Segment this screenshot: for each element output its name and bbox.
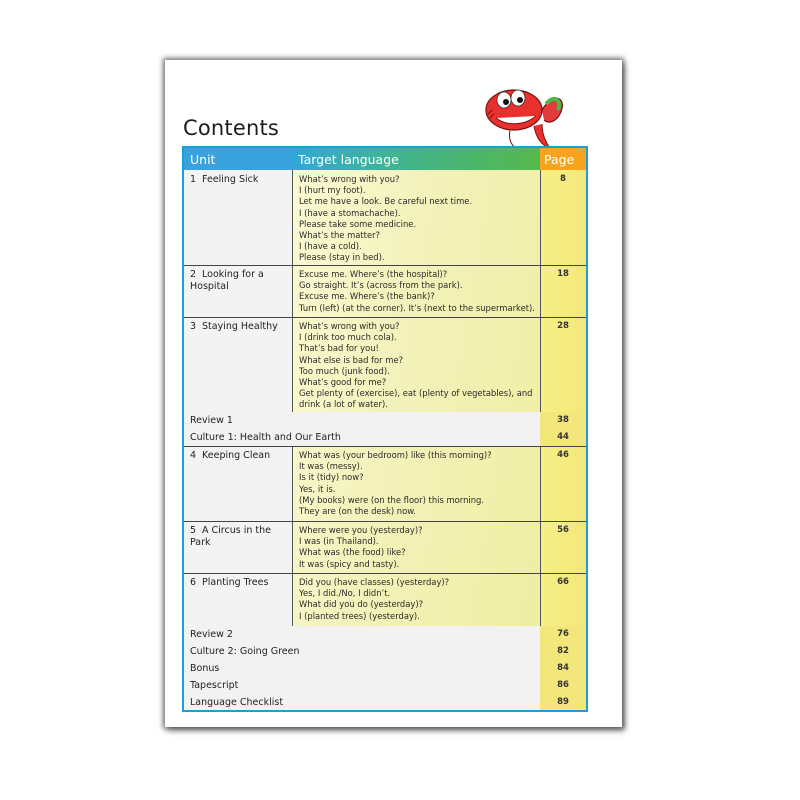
contents-table	[182, 146, 588, 712]
page-number: 44	[540, 429, 586, 446]
table-row: Culture 1: Health and Our Earth 44	[184, 429, 586, 447]
dinosaur-mascot-icon	[484, 80, 568, 152]
page-number: 56	[557, 525, 569, 535]
table-row: Culture 2: Going Green 82	[184, 643, 586, 661]
page-number: 18	[557, 269, 569, 279]
target-language-cell: Where were you (yesterday)? I was (in Thailand). What was (the food) like? It was (spicy and tasty).	[299, 525, 423, 569]
page-number: 8	[560, 174, 566, 184]
table-row: 5 A Circus in the Park Where were you (yesterday)? I was (in Thailand). What was (the food) like? It was (spicy and tasty). 56	[184, 521, 586, 574]
table-row: 6 Planting Trees Did you (have classes) (yesterday)? Yes, I did./No, I didn’t. What did you do (yesterday)? I (planted trees) (yesterday). 66	[184, 573, 586, 627]
page-number: 66	[557, 577, 569, 587]
table-body	[184, 170, 586, 710]
page-number: 89	[540, 694, 586, 710]
target-language-cell: Did you (have classes) (yesterday)? Yes, I did./No, I didn’t. What did you do (yesterday)? I (planted trees) (yesterday).	[299, 577, 450, 621]
table-row: 4 Keeping Clean What was (your bedroom) like (this morning)? It was (messy). Is it (tidy) now? Yes, it is. (My books) were (on the floor) this morning. They are (on the desk) now. 46	[184, 446, 586, 522]
page-number: 46	[557, 450, 569, 460]
page-number: 28	[557, 321, 569, 331]
page-number: 76	[540, 626, 586, 643]
page-column-header: Page	[540, 148, 586, 170]
page-number: 82	[540, 643, 586, 660]
table-row: 2 Looking for a Hospital Excuse me. Where’s (the hospital)? Go straight. It’s (across from the park). Excuse me. Where’s (the bank)? Turn (left) (at the corner). It’s (next to the supermarket). 18	[184, 265, 586, 318]
table-row: Review 2 76	[184, 626, 586, 644]
table-row: 3 Staying Healthy What’s wrong with you? I (drink too much cola). That’s bad for you! What else is bad for me? Too much (junk food). What’s good for me? Get plenty of (exercise), eat (plenty of vegetables), and drink (a lot of water). 28	[184, 317, 586, 413]
page-number: 86	[540, 677, 586, 694]
target-language-cell: What’s wrong with you? I (drink too much cola). That’s bad for you! What else is bad for me? Too much (junk food). What’s good for me? Get plenty of (exercise), eat (plenty of vegetables), and drink (a lot of water).	[299, 321, 533, 410]
table-row: Tapescript 86	[184, 677, 586, 695]
page-number: 38	[540, 412, 586, 429]
page-number: 84	[540, 660, 586, 677]
target-language-column-header: Target language	[292, 148, 540, 170]
unit-column-header: Unit	[184, 148, 292, 170]
table-row: Bonus 84	[184, 660, 586, 678]
table-row: 1 Feeling Sick What’s wrong with you? I (hurt my foot). Let me have a look. Be careful next time. I (have a stomachache). Please take some medicine. What’s the matter? I (have a cold). Please (stay in bed). 8	[184, 170, 586, 266]
table-row: Language Checklist 89	[184, 694, 586, 710]
target-language-cell: Excuse me. Where’s (the hospital)? Go straight. It’s (across from the park). Excuse me. Where’s (the bank)? Turn (left) (at the corner). It’s (next to the supermarket).	[299, 269, 535, 313]
page-title: Contents	[183, 116, 280, 140]
target-language-cell: What’s wrong with you? I (hurt my foot). Let me have a look. Be careful next time. I (have a stomachache). Please take some medicine. What’s the matter? I (have a cold). Please (stay in bed).	[299, 174, 473, 263]
target-language-cell: What was (your bedroom) like (this morning)? It was (messy). Is it (tidy) now? Yes, it is. (My books) were (on the floor) this morning. They are (on the desk) now.	[299, 450, 492, 517]
table-row: Review 1 38	[184, 412, 586, 430]
